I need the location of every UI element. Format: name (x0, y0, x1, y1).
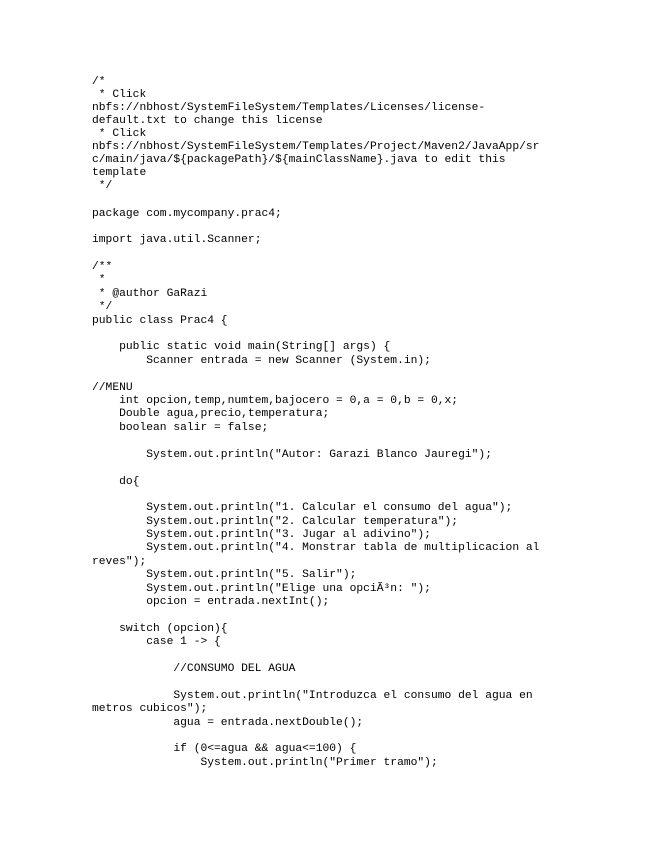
code-line: System.out.println("Primer tramo"); (92, 757, 438, 769)
code-line: System.out.println("2. Calcular temperatura"); (92, 516, 459, 528)
code-line: /* (92, 76, 106, 88)
code-line: System.out.println("Autor: Garazi Blanco Jauregi"); (92, 449, 492, 461)
code-line: default.txt to change this license (92, 115, 323, 127)
code-line: boolean salir = false; (92, 422, 269, 434)
code-line: * @author GaRazi (92, 288, 208, 300)
code-line: Scanner entrada = new Scanner (System.in); (92, 355, 431, 367)
code-line: template (92, 167, 147, 179)
code-line: switch (opcion){ (92, 623, 228, 635)
code-line: nbfs://nbhost/SystemFileSystem/Templates/Licenses/license- (92, 102, 486, 114)
code-line: */ (92, 180, 113, 192)
code-line: System.out.println("5. Salir"); (92, 569, 357, 581)
code-line: import java.util.Scanner; (92, 234, 262, 246)
code-line: nbfs://nbhost/SystemFileSystem/Templates/Project/Maven2/JavaApp/sr (92, 141, 540, 153)
code-line: package com.mycompany.prac4; (92, 208, 282, 220)
code-line: agua = entrada.nextDouble(); (92, 717, 364, 729)
code-line: */ (92, 301, 113, 313)
code-line: * Click (92, 89, 147, 101)
code-line: int opcion,temp,numtem,bajocero = 0,a = 0,b = 0,x; (92, 395, 459, 407)
code-line: if (0<=agua && agua<=100) { (92, 743, 357, 755)
code-line: case 1 -> { (92, 636, 221, 648)
code-line: do{ (92, 476, 140, 488)
code-line: System.out.println("Elige una opciÃ³n: "); (92, 583, 431, 595)
code-line: * Click (92, 128, 147, 140)
code-line: /** (92, 261, 113, 273)
code-line: System.out.println("1. Calcular el consumo del agua"); (92, 502, 513, 514)
code-line: metros cubicos"); (92, 703, 208, 715)
code-line: * (92, 274, 106, 286)
code-line: public class Prac4 { (92, 315, 228, 327)
code-line: System.out.println("4. Monstrar tabla de multiplicacion al (92, 542, 540, 554)
code-line: System.out.println("3. Jugar al adivino"); (92, 529, 431, 541)
code-line: Double agua,precio,temperatura; (92, 408, 330, 420)
code-line: //MENU (92, 382, 133, 394)
code-line: reves"); (92, 556, 147, 568)
code-line: c/main/java/${packagePath}/${mainClassName}.java to edit this (92, 154, 506, 166)
code-line: public static void main(String[] args) { (92, 341, 391, 353)
code-line: System.out.println("Introduzca el consumo del agua en (92, 690, 533, 702)
code-line: opcion = entrada.nextInt(); (92, 596, 330, 608)
code-line: //CONSUMO DEL AGUA (92, 663, 296, 675)
